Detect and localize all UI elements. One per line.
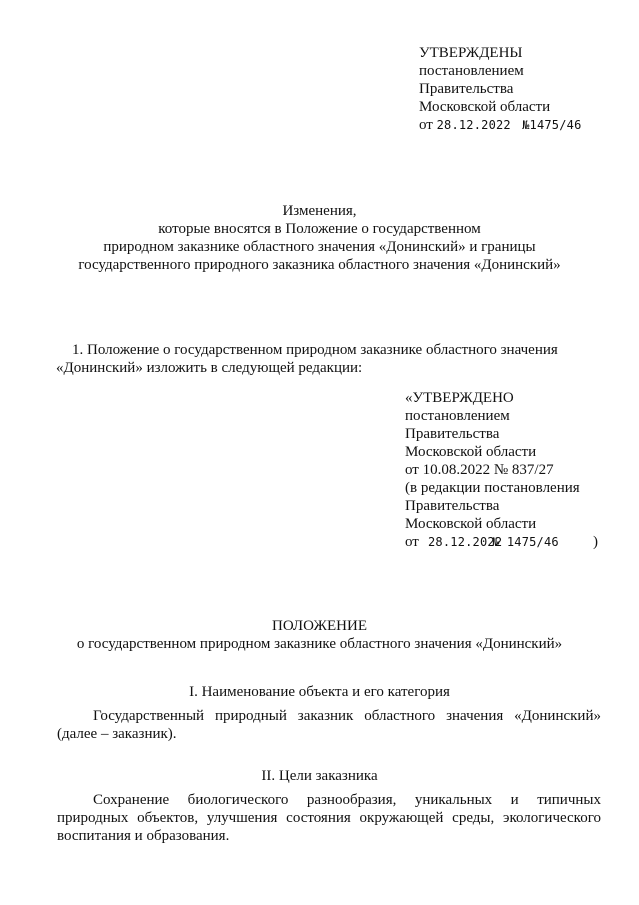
- section-heading-text: I. Наименование объекта и его категория: [189, 684, 450, 700]
- approval-line: Правительства: [419, 81, 514, 97]
- inner-approval-line: постановлением: [405, 408, 510, 424]
- approval-number: №1475/46: [522, 118, 582, 132]
- paragraph-line: воспитания и образования.: [57, 828, 230, 844]
- inner-approval-registration: [405, 533, 598, 551]
- inner-approval-prefix: от: [405, 534, 419, 550]
- approval-line: постановлением: [419, 63, 524, 79]
- section-heading-text: II. Цели заказника: [261, 768, 378, 784]
- heading-line: природном заказнике областного значения «Донинский» и границы: [103, 239, 536, 255]
- approval-block: [419, 44, 582, 134]
- approval-date: 28.12.2022: [436, 118, 511, 132]
- inner-approval-line: Правительства: [405, 426, 500, 442]
- approval-registration: [419, 116, 582, 134]
- item-1-line: «Донинский» изложить в следующей редакции:: [56, 360, 363, 376]
- approval-title: УТВЕРЖДЕНЫ: [419, 45, 523, 61]
- inner-approval-number: № 1475/46: [492, 535, 559, 549]
- section-1-paragraph: [57, 707, 601, 743]
- paragraph-line: (далее – заказник).: [57, 726, 177, 742]
- section-2-heading: [0, 767, 639, 785]
- approval-line: Московской области: [419, 99, 551, 115]
- regulation-subtitle-line: о государственном природном заказнике областного значения «Донинский»: [76, 636, 563, 652]
- heading-line: государственного природного заказника областного значения «Донинский»: [78, 257, 561, 273]
- item-1-line: 1. Положение о государственном природном заказнике областного значения: [72, 342, 558, 358]
- paragraph-line: природных объектов, улучшения состояния окружающей среды, экологического: [57, 810, 601, 826]
- paragraph-line: Государственный природный заказник областного значения «Донинский»: [93, 708, 601, 724]
- inner-approval-date: 28.12.2022: [428, 535, 503, 549]
- changes-heading: [0, 202, 639, 274]
- approval-prefix: от: [419, 117, 433, 133]
- inner-approval-close: ): [593, 534, 598, 550]
- inner-approval-line: Правительства: [405, 498, 500, 514]
- item-1: [56, 341, 596, 377]
- paragraph-line: Сохранение биологического разнообразия, уникальных и типичных: [93, 792, 601, 808]
- inner-approval-line: от 10.08.2022 № 837/27: [405, 462, 554, 478]
- section-2-paragraph: [57, 791, 601, 845]
- heading-line: Изменения,: [282, 203, 357, 219]
- regulation-title: [0, 617, 639, 653]
- inner-approval-line: Московской области: [405, 516, 537, 532]
- inner-approval-block: [405, 389, 598, 551]
- inner-approval-title: «УТВЕРЖДЕНО: [405, 390, 514, 406]
- heading-line: которые вносятся в Положение о государственном: [158, 221, 481, 237]
- section-1-heading: [0, 683, 639, 701]
- regulation-title-line: ПОЛОЖЕНИЕ: [272, 618, 367, 634]
- inner-approval-line: Московской области: [405, 444, 537, 460]
- inner-approval-line: (в редакции постановления: [405, 480, 580, 496]
